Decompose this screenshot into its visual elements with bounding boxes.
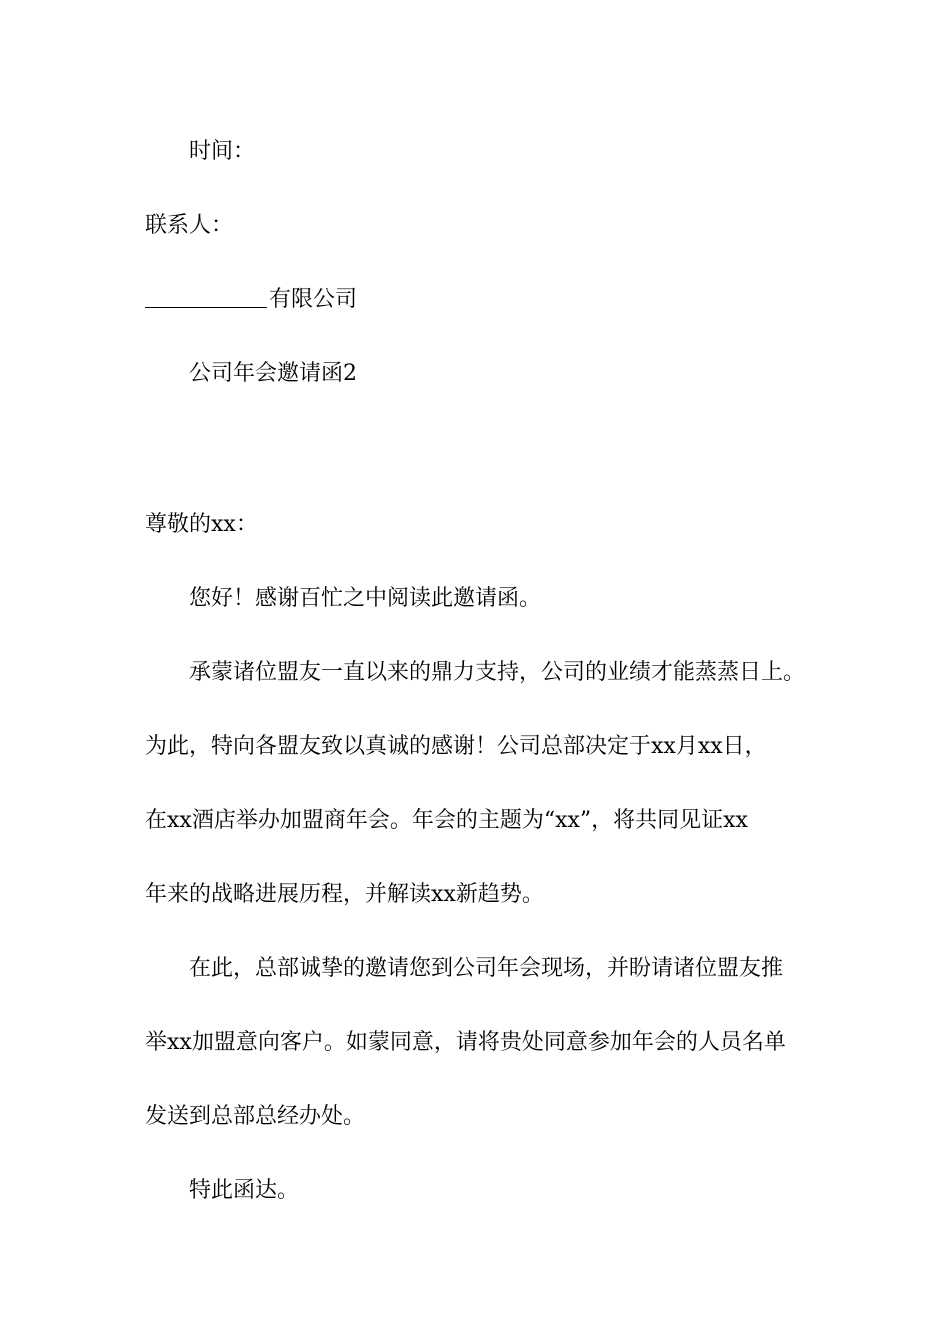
body-line-5: 在此，总部诚挚的邀请您到公司年会现场，并盼请诸位盟友推 xyxy=(189,956,784,981)
body-line-1: 承蒙诸位盟友一直以来的鼎力支持，公司的业绩才能蒸蒸日上。 xyxy=(189,660,806,685)
company-line xyxy=(145,285,357,315)
greeting-paragraph: 您好！感谢百忙之中阅读此邀请函。 xyxy=(189,586,542,611)
company-name-blank xyxy=(145,285,267,308)
body-line-6: 举xx加盟意向客户。如蒙同意，请将贵处同意参加年会的人员名单 xyxy=(145,1030,786,1055)
closing-line: 特此函达。 xyxy=(189,1178,300,1203)
body-line-4: 年来的战略进展历程，并解读xx新趋势。 xyxy=(145,882,544,907)
body-line-7: 发送到总部总经办处。 xyxy=(145,1104,366,1129)
body-line-3: 在xx酒店举办加盟商年会。年会的主题为“xx”，将共同见证xx xyxy=(145,808,748,833)
body-line-2: 为此，特向各盟友致以真诚的感谢！公司总部决定于xx月xx日， xyxy=(145,734,767,759)
company-suffix: 有限公司 xyxy=(269,287,358,312)
time-label: 时间： xyxy=(189,139,256,164)
contact-label: 联系人： xyxy=(145,213,234,238)
invitation-heading: 公司年会邀请函2 xyxy=(189,361,357,386)
salutation: 尊敬的xx： xyxy=(145,512,258,537)
